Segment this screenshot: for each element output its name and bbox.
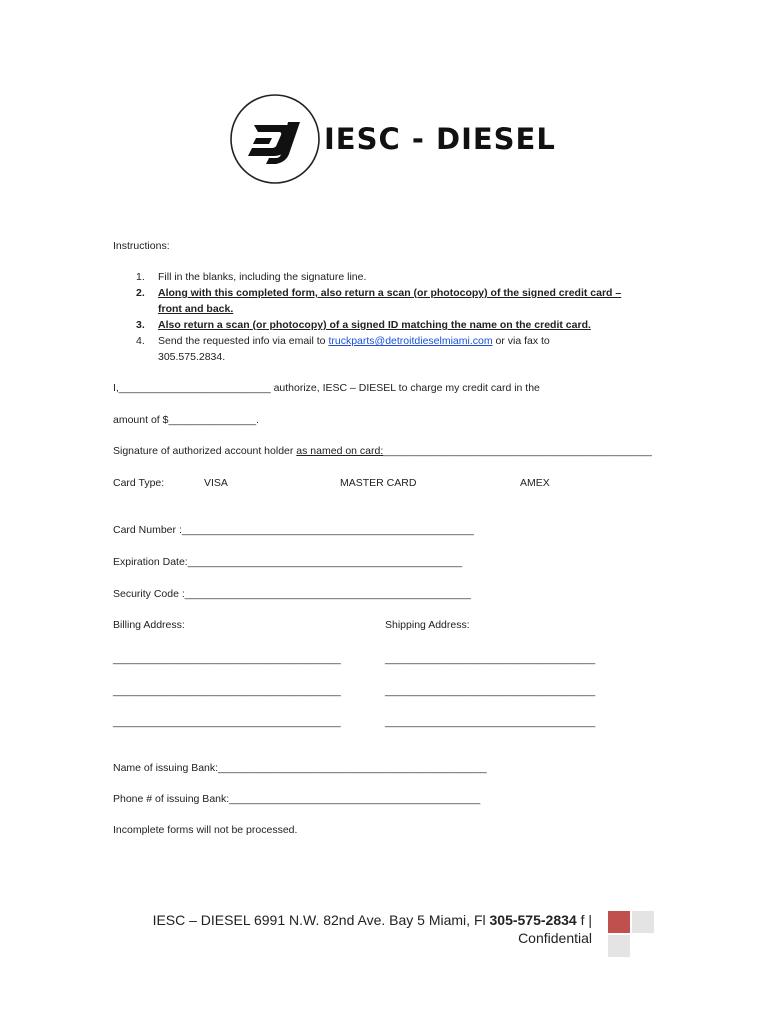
footer-gray-square (608, 935, 630, 957)
footer-gray-square (632, 911, 654, 933)
signature-blank[interactable]: ______________________________________________ (383, 445, 652, 457)
card-option-visa[interactable]: VISA (204, 477, 228, 489)
item-text-post: or via fax to (492, 335, 550, 347)
item-number: 1. (136, 271, 145, 283)
card-option-amex[interactable]: AMEX (520, 477, 550, 489)
instruction-item (136, 269, 656, 285)
billing-address-line[interactable]: _______________________________________ (113, 716, 341, 728)
shipping-address-line[interactable]: ____________________________________ (385, 716, 596, 728)
authorize-line[interactable]: I,__________________________ authorize, IESC – DIESEL to charge my credit card in the (113, 382, 540, 394)
footer-address (153, 911, 592, 929)
bank-name-field[interactable]: Name of issuing Bank:______________________________________________ (113, 762, 487, 774)
footer-red-square (608, 911, 630, 933)
security-code-field[interactable]: Security Code :_________________________________________________ (113, 588, 471, 600)
item-text: Fill in the blanks, including the signature line. (158, 271, 367, 283)
item-text: Along with this completed form, also return a scan (or photocopy) of the signed credit card – (158, 287, 622, 299)
shipping-address-line[interactable]: ____________________________________ (385, 685, 596, 697)
fax-number: 305.575.2834. (158, 351, 226, 363)
instructions-heading: Instructions: (113, 240, 170, 252)
billing-address-line[interactable]: _______________________________________ (113, 685, 341, 697)
footer-fax-separator: f | (576, 912, 592, 928)
signature-label: Signature of authorized account holder (113, 445, 297, 457)
billing-address-label: Billing Address: (113, 619, 185, 631)
card-option-mastercard[interactable]: MASTER CARD (340, 477, 417, 489)
item-text: Send the requested info via email to (158, 335, 329, 347)
instruction-item (136, 333, 656, 365)
signature-field[interactable] (113, 444, 652, 458)
item-number: 3. (136, 319, 145, 331)
bank-phone-field[interactable]: Phone # of issuing Bank:___________________________________________ (113, 793, 481, 805)
item-number: 4. (136, 335, 145, 347)
signature-label-underlined: as named on card: (296, 445, 384, 457)
svg-text:IESC - DIESEL: IESC - DIESEL (324, 122, 556, 156)
instruction-item (136, 285, 656, 317)
billing-address-line[interactable]: _______________________________________ (113, 653, 341, 665)
item-text: Also return a scan (or photocopy) of a signed ID matching the name on the credit card. (158, 319, 591, 331)
footer-confidential: Confidential (518, 930, 592, 946)
item-text-continued: front and back. (158, 303, 234, 315)
diesel-logo-icon (228, 92, 588, 187)
shipping-address-label: Shipping Address: (385, 619, 470, 631)
email-link[interactable]: truckparts@detroitdieselmiami.com (328, 335, 493, 347)
item-number: 2. (136, 287, 145, 299)
card-number-field[interactable]: Card Number :__________________________________________________ (113, 524, 474, 536)
company-logo (228, 92, 588, 187)
instruction-item (136, 317, 656, 333)
expiration-date-field[interactable]: Expiration Date:_______________________________________________ (113, 556, 463, 568)
amount-field[interactable]: amount of $_______________. (113, 414, 259, 426)
incomplete-note: Incomplete forms will not be processed. (113, 824, 298, 836)
instructions-list (136, 269, 656, 365)
footer-phone: 305-575-2834 (489, 912, 577, 928)
footer-company-address: IESC – DIESEL 6991 N.W. 82nd Ave. Bay 5 Miami, Fl (152, 912, 490, 928)
card-type-label: Card Type: (113, 477, 165, 489)
shipping-address-line[interactable]: ____________________________________ (385, 653, 596, 665)
